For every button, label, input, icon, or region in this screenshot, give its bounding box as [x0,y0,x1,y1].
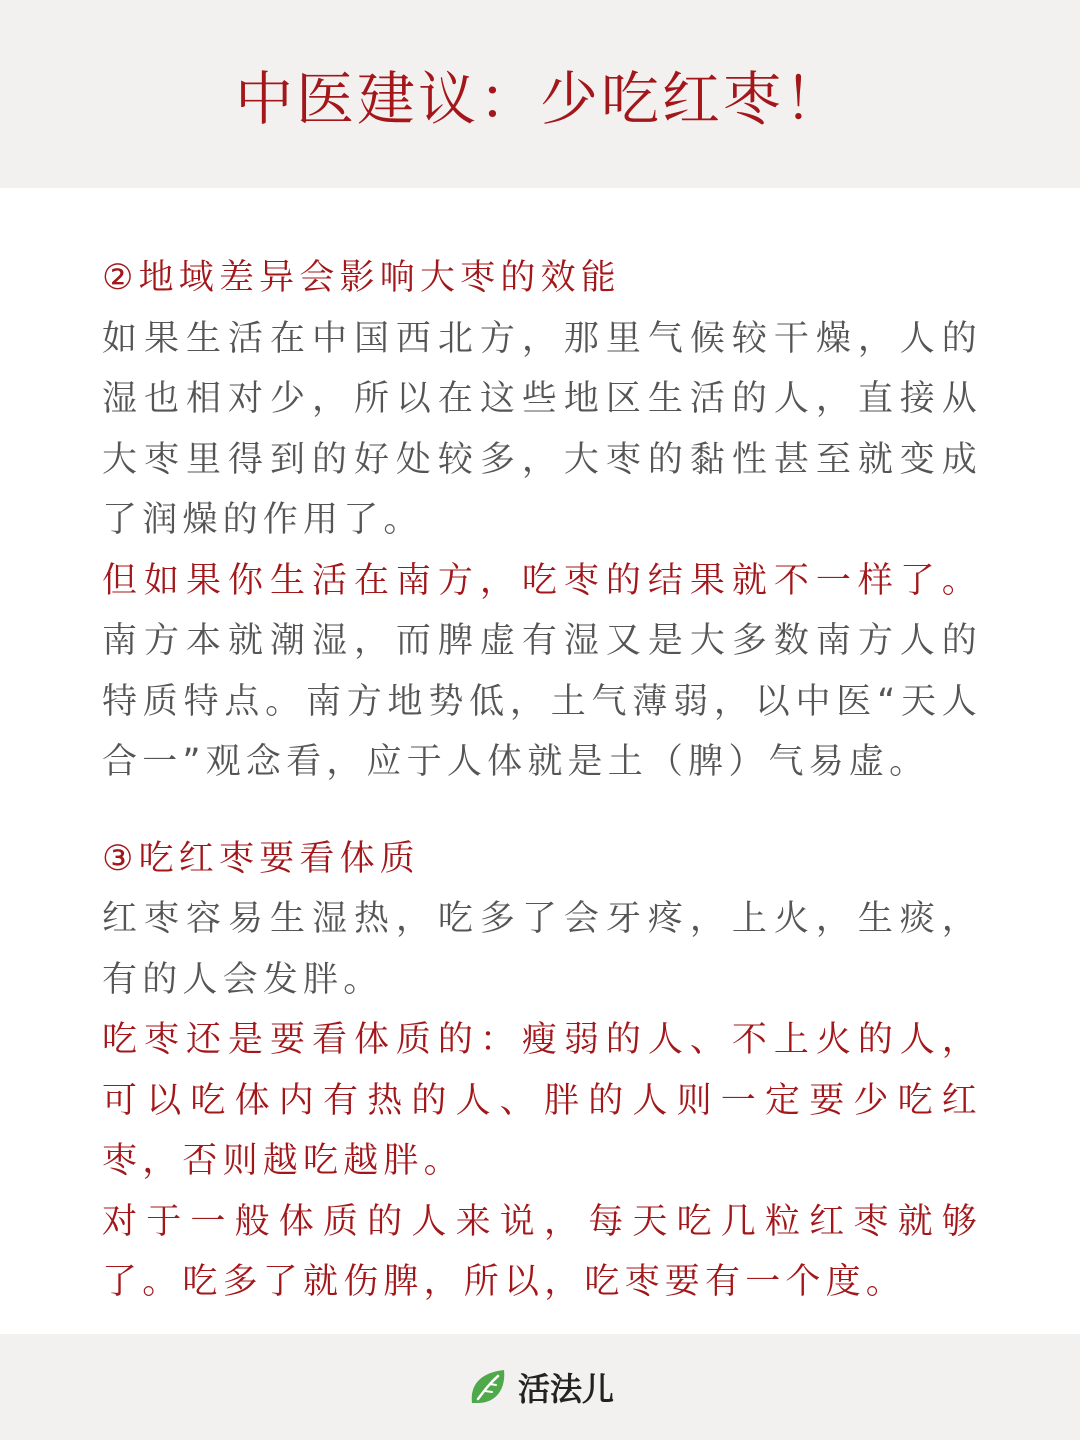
region-text-south-highlight: 但如果你生活在南方，吃枣的结果就不一样了。 [102,560,982,601]
leaf-icon [466,1365,510,1409]
constitution-text-who-should-eat: 吃枣还是要看体质的：瘦弱的人、不上火的人，可以吃体内有热的人、胖的人则一定要少吃红枣，否则越吃越胖。 [102,1020,982,1181]
constitution-text-daily-amount: 对于一般体质的人来说，每天吃几粒红枣就够了。吃多了就伤脾，所以，吃枣要有一个度。 [102,1201,982,1302]
footer-band [0,1334,1080,1440]
section-region-paragraph-2 [102,551,982,793]
section-constitution-paragraph-2 [102,1010,982,1192]
section-region-paragraph-1 [102,309,982,551]
section-spacer [102,793,982,829]
section-constitution-paragraph-1 [102,889,982,1010]
section-heading-constitution: ③吃红枣要看体质 [102,838,420,879]
article-body [102,248,982,1313]
page-title: 中医建议：少吃红枣！ [234,65,845,133]
section-heading-region: ②地域差异会影响大枣的效能 [102,258,621,298]
brand-logo [466,1364,614,1410]
region-text-northwest: 如果生活在中国西北方，那里气候较干燥，人的湿也相对少，所以在这些地区生活的人，直接从大枣里得到的好处较多，大枣的黏性甚至就变成了润燥的作用了。 [102,318,982,540]
header-band [0,0,1080,188]
brand-name: 活法儿 [517,1370,614,1408]
section-constitution-paragraph-3 [102,1192,982,1313]
constitution-text-dampheat: 红枣容易生湿热，吃多了会牙疼，上火，生痰，有的人会发胖。 [102,899,982,1000]
region-text-south: 南方本就潮湿，而脾虚有湿又是大多数南方人的特质特点。南方地势低，土气薄弱，以中医“天人合一”观念看，应于人体就是土（脾）气易虚。 [102,621,982,782]
